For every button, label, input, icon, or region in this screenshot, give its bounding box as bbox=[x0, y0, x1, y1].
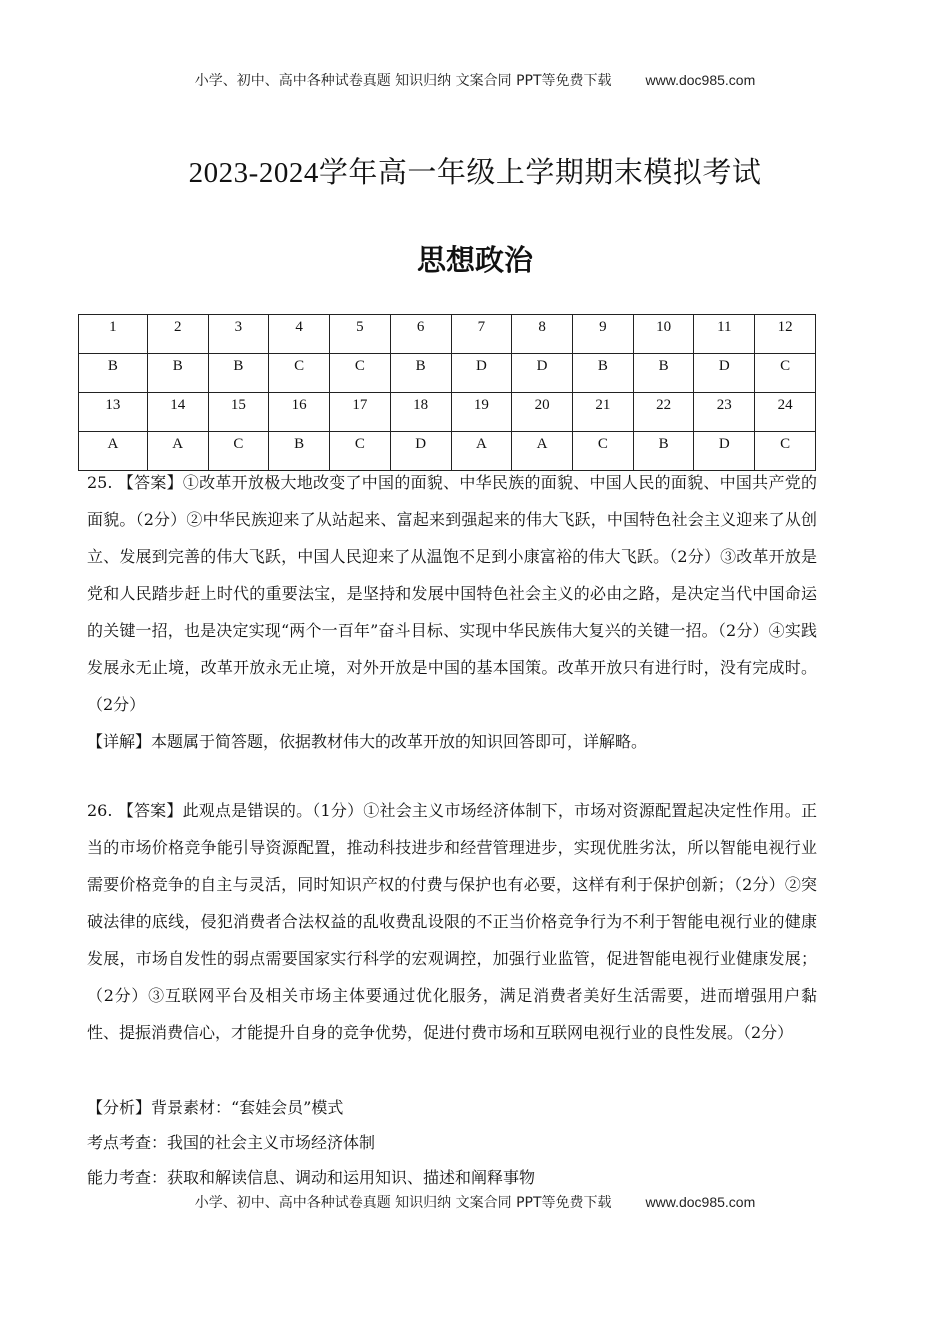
answer-cell: B bbox=[390, 354, 451, 393]
answer-cell: C bbox=[330, 354, 391, 393]
question-number-cell: 22 bbox=[633, 393, 694, 432]
answer-cell: B bbox=[79, 354, 148, 393]
question-number-cell: 18 bbox=[390, 393, 451, 432]
answer-cell: D bbox=[694, 354, 755, 393]
answer-cell: D bbox=[390, 432, 451, 471]
question-number-cell: 3 bbox=[208, 315, 269, 354]
answer-cell: D bbox=[512, 354, 573, 393]
answer-cell: C bbox=[208, 432, 269, 471]
question-25 bbox=[87, 464, 817, 760]
question-number-cell: 4 bbox=[269, 315, 330, 354]
question-number-cell: 12 bbox=[755, 315, 816, 354]
question-26 bbox=[87, 792, 817, 1051]
answer-cell: C bbox=[755, 432, 816, 471]
answer-cell: D bbox=[451, 354, 512, 393]
question-number-cell: 9 bbox=[572, 315, 633, 354]
answer-cell: A bbox=[512, 432, 573, 471]
question-number-cell: 23 bbox=[694, 393, 755, 432]
q26-analysis: 【分析】背景素材：“套娃会员”模式 bbox=[87, 1098, 344, 1117]
question-number-cell: 14 bbox=[147, 393, 208, 432]
q26-ability: 能力考查：获取和解读信息、调动和运用知识、描述和阐释事物 bbox=[87, 1168, 536, 1187]
footer-text: 小学、初中、高中各种试卷真题 知识归纳 文案合同 PPT等免费下载 bbox=[194, 1195, 612, 1211]
answer-cell: A bbox=[79, 432, 148, 471]
question-number-cell: 17 bbox=[330, 393, 391, 432]
question-number-cell: 2 bbox=[147, 315, 208, 354]
answer-cell: B bbox=[633, 432, 694, 471]
question-number-cell: 21 bbox=[572, 393, 633, 432]
q26-answer: 26. 【答案】此观点是错误的。（1分）①社会主义市场经济体制下，市场对资源配置起决定性作用。正当的市场价格竞争能引导资源配置，推动科技进步和经营管理进步，实现优胜劣汰，所以智能电视行业需要价格竞争的自主与灵活，同时知识产权的付费与保护也有必要，这样有利于保护创新；（2分）②突破法律的底线，侵犯消费者合法权益的乱收费乱设限的不正当价格竞争行为不利于智能电视行业的健康发展，市场自发性的弱点需要国家实行科学的宏观调控，加强行业监管，促进智能电视行业健康发展；（2分）③互联网平台及相关市场主体要通过优化服务，满足消费者美好生活需要，进而增强用户黏性、提振消费信心，才能提升自身的竞争优势，促进付费市场和互联网电视行业的良性发展。（2分） bbox=[87, 801, 817, 1042]
answer-cell: D bbox=[694, 432, 755, 471]
answer-cell: C bbox=[755, 354, 816, 393]
answer-cell: B bbox=[633, 354, 694, 393]
q25-answer: 25. 【答案】①改革开放极大地改变了中国的面貌、中华民族的面貌、中国人民的面貌、中国共产党的面貌。（2分）②中华民族迎来了从站起来、富起来到强起来的伟大飞跃，中国特色社会主义迎来了从创立、发展到完善的伟大飞跃，中国人民迎来了从温饱不足到小康富裕的伟大飞跃。（2分）③改革开放是党和人民踏步赶上时代的重要法宝，是坚持和发展中国特色社会主义的必由之路，是决定当代中国命运的关键一招，也是决定实现“两个一百年”奋斗目标、实现中华民族伟大复兴的关键一招。（2分）④实践发展永无止境，改革开放永无止境，对外开放是中国的基本国策。改革开放只有进行时，没有完成时。（2分） bbox=[87, 473, 817, 714]
question-number-cell: 24 bbox=[755, 393, 816, 432]
question-number-cell: 11 bbox=[694, 315, 755, 354]
question-number-cell: 10 bbox=[633, 315, 694, 354]
answer-cell: A bbox=[451, 432, 512, 471]
answer-cell: C bbox=[330, 432, 391, 471]
answer-cell: B bbox=[572, 354, 633, 393]
footer-site-link[interactable]: www.doc985.com bbox=[645, 1194, 756, 1210]
answer-cell: B bbox=[147, 354, 208, 393]
question-number-cell: 5 bbox=[330, 315, 391, 354]
question-number-row bbox=[79, 315, 816, 354]
question-number-cell: 8 bbox=[512, 315, 573, 354]
question-number-cell: 6 bbox=[390, 315, 451, 354]
answer-row bbox=[79, 354, 816, 393]
header-text: 小学、初中、高中各种试卷真题 知识归纳 文案合同 PPT等免费下载 bbox=[194, 73, 612, 89]
question-number-cell: 16 bbox=[269, 393, 330, 432]
question-number-cell: 20 bbox=[512, 393, 573, 432]
answer-cell: C bbox=[572, 432, 633, 471]
answer-cell: A bbox=[147, 432, 208, 471]
q25-detail: 【详解】本题属于简答题，依据教材伟大的改革开放的知识回答即可，详解略。 bbox=[87, 732, 648, 751]
question-number-cell: 13 bbox=[79, 393, 148, 432]
subject-title: 思想政治 bbox=[416, 243, 533, 277]
answer-cell: B bbox=[208, 354, 269, 393]
exam-title: 2023-2024学年高一年级上学期期末模拟考试 bbox=[188, 157, 762, 189]
answer-table bbox=[78, 314, 816, 471]
question-number-cell: 15 bbox=[208, 393, 269, 432]
question-number-cell: 7 bbox=[451, 315, 512, 354]
answer-cell: C bbox=[269, 354, 330, 393]
question-number-cell: 19 bbox=[451, 393, 512, 432]
q26-topic: 考点考查：我国的社会主义市场经济体制 bbox=[87, 1133, 376, 1152]
question-number-row bbox=[79, 393, 816, 432]
header-site-link[interactable]: www.doc985.com bbox=[645, 72, 756, 88]
answer-cell: B bbox=[269, 432, 330, 471]
question-number-cell: 1 bbox=[79, 315, 148, 354]
page-footer bbox=[0, 1192, 950, 1212]
page-header bbox=[0, 70, 950, 90]
q26-analysis-block bbox=[87, 1090, 817, 1195]
